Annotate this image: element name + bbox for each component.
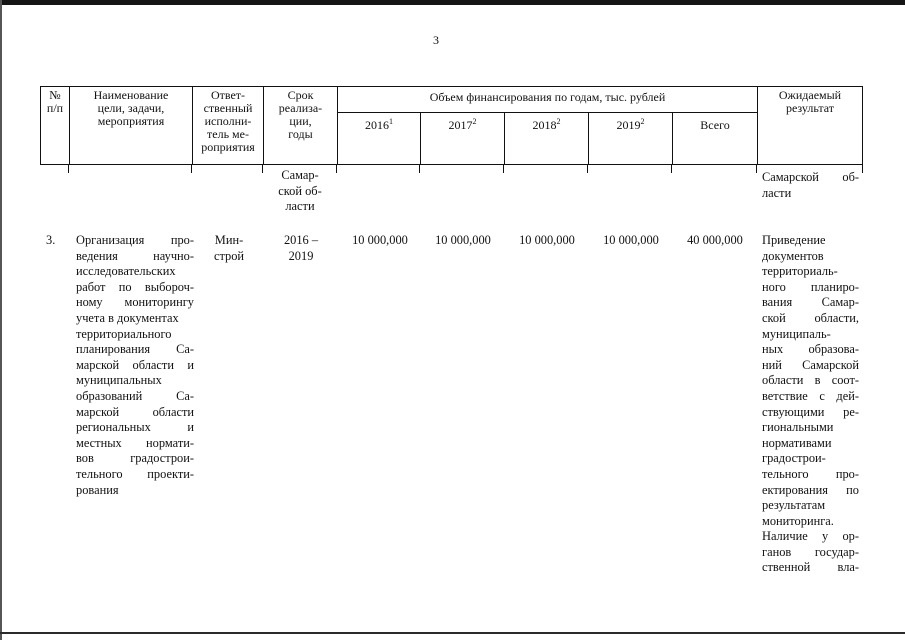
value-2016: 10 000,000 [352, 233, 408, 247]
header-name: Наименование цели, задачи, мероприятия [93, 88, 169, 128]
header-funding: Объем финансирования по годам, тыс. рублей [429, 90, 666, 104]
page-number: 3 [433, 33, 439, 47]
column-tick [191, 165, 192, 173]
page-bottom-border [0, 632, 905, 634]
row-name: Организация про- ведения научно- исследовательских работ по выбороч- ному мониторингу учета в документах территориального планирования Са- марской области и муниципальных образований Са- марской области региональных и местных нормати- вов градострои- тельного проекти- рования [76, 233, 194, 497]
value-2019: 10 000,000 [603, 233, 659, 247]
header-year-2019: 2019$^2$ [616, 117, 645, 132]
page-top-border [0, 0, 905, 5]
value-2018: 10 000,000 [519, 233, 575, 247]
header-responsible: Ответ- ственный исполни- тель ме- роприятия [201, 88, 255, 154]
header-total: Всего [700, 118, 730, 132]
column-tick [756, 165, 757, 173]
column-tick [862, 165, 863, 173]
column-tick [587, 165, 588, 173]
header-term: Срок реализа- ции, годы [278, 88, 323, 141]
column-tick [68, 165, 69, 173]
row-number: 3. [46, 233, 56, 247]
column-tick [503, 165, 504, 173]
header-result: Ожидаемый результат [778, 88, 842, 115]
value-2017: 10 000,000 [435, 233, 491, 247]
header-num: № п/п [46, 88, 64, 115]
funding-divider [337, 112, 757, 113]
row-responsible: Мин- строй [213, 233, 245, 263]
column-tick [419, 165, 420, 173]
column-tick [336, 165, 337, 173]
table-header [40, 86, 863, 165]
row-result: Приведение документов территориаль- ного планиро- вания Самар- ской области, муниципаль- ных образова- ний Самарской области в соот- ветствие с дей- ствующими ре- гиональными нормативами градострои- тельного про- ектирования по результатам мониторинга. Наличие у ор- ганов государ- ственной вла- [762, 233, 859, 575]
continuation-term: Самар- ской об- ласти [278, 168, 322, 214]
continuation-result: Самарской об- ласти [762, 170, 859, 200]
page-left-border [0, 0, 2, 640]
header-year-2017: 2017$^2$ [448, 117, 477, 132]
row-term: 2016 – 2019 [283, 233, 319, 263]
header-year-2018: 2018$^2$ [532, 117, 561, 132]
column-tick [262, 165, 263, 173]
column-tick [671, 165, 672, 173]
header-year-2016: 2016$^1$ [365, 117, 393, 132]
value-total: 40 000,000 [687, 233, 743, 247]
